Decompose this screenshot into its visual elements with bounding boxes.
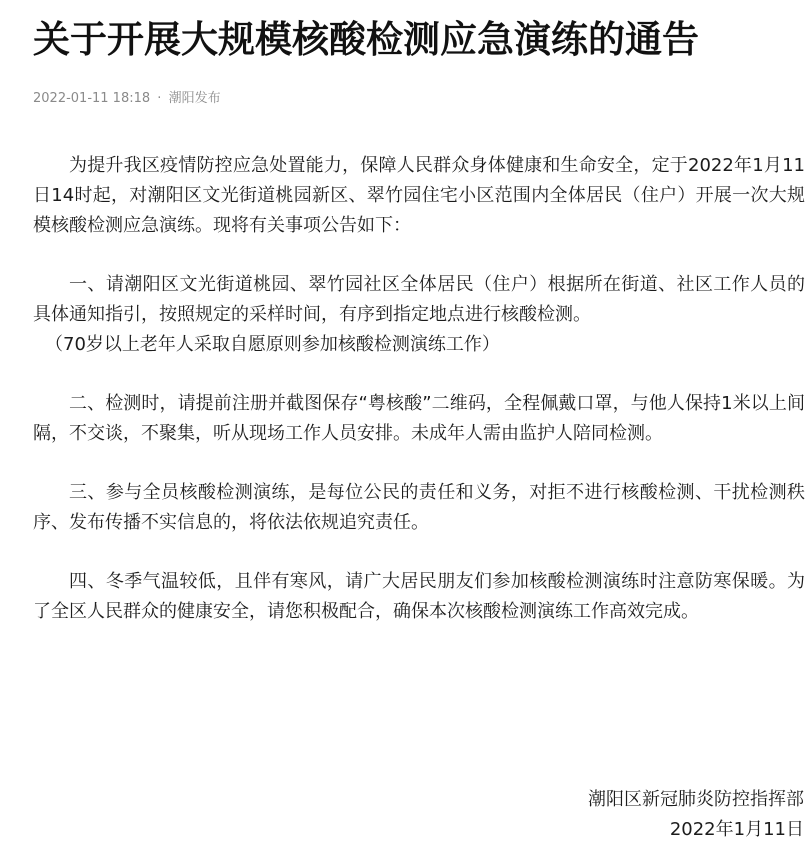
paragraph-text: 二、检测时，请提前注册并截图保存“粤核酸”二维码，全程佩戴口罩，与他人保持1米以上间隔，不交谈，不聚集，听从现场工作人员安排。未成年人需由监护人陪同检测。 bbox=[33, 393, 805, 444]
issuer-name: 潮阳区新冠肺炎防控指挥部 bbox=[588, 789, 804, 810]
paragraph-text: 为提升我区疫情防控应急处置能力，保障人民群众身体健康和生命安全，定于2022年1月11日14时起，对潮阳区文光街道桃园新区、翠竹园住宅小区范围内全体居民（住户）开展一次大规模核酸检测应急演练。现将有关事项公告如下： bbox=[33, 155, 805, 236]
paragraph-text: 四、冬季气温较低，且伴有寒风，请广大居民朋友们参加核酸检测演练时注意防寒保暖。为了全区人民群众的健康安全，请您积极配合，确保本次核酸检测演练工作高效完成。 bbox=[33, 571, 805, 622]
article-body bbox=[33, 151, 805, 656]
paragraph-text: 三、参与全员核酸检测演练，是每位公民的责任和义务，对拒不进行核酸检测、干扰检测秩序、发布传播不实信息的，将依法依规追究责任。 bbox=[33, 482, 805, 533]
paragraph-intro bbox=[33, 151, 805, 241]
paragraph-item-1 bbox=[33, 270, 805, 360]
article-title: 关于开展大规模核酸检测应急演练的通告 bbox=[33, 18, 699, 61]
signature-block bbox=[588, 785, 804, 845]
publish-datetime: 2022-01-11 18:18 bbox=[33, 91, 151, 106]
paragraph-note: （70岁以上老年人采取自愿原则参加核酸检测演练工作） bbox=[45, 334, 500, 355]
paragraph-item-4 bbox=[33, 567, 805, 627]
paragraph-text: 一、请潮阳区文光街道桃园、翠竹园社区全体居民（住户）根据所在街道、社区工作人员的具体通知指引，按照规定的采样时间，有序到指定地点进行核酸检测。 bbox=[33, 274, 805, 325]
source-name: 潮阳发布 bbox=[168, 91, 221, 106]
paragraph-item-3 bbox=[33, 478, 805, 538]
meta-separator: · bbox=[157, 91, 162, 106]
paragraph-item-2 bbox=[33, 389, 805, 449]
issue-date: 2022年1月11日 bbox=[669, 819, 804, 840]
article-meta bbox=[33, 89, 221, 109]
